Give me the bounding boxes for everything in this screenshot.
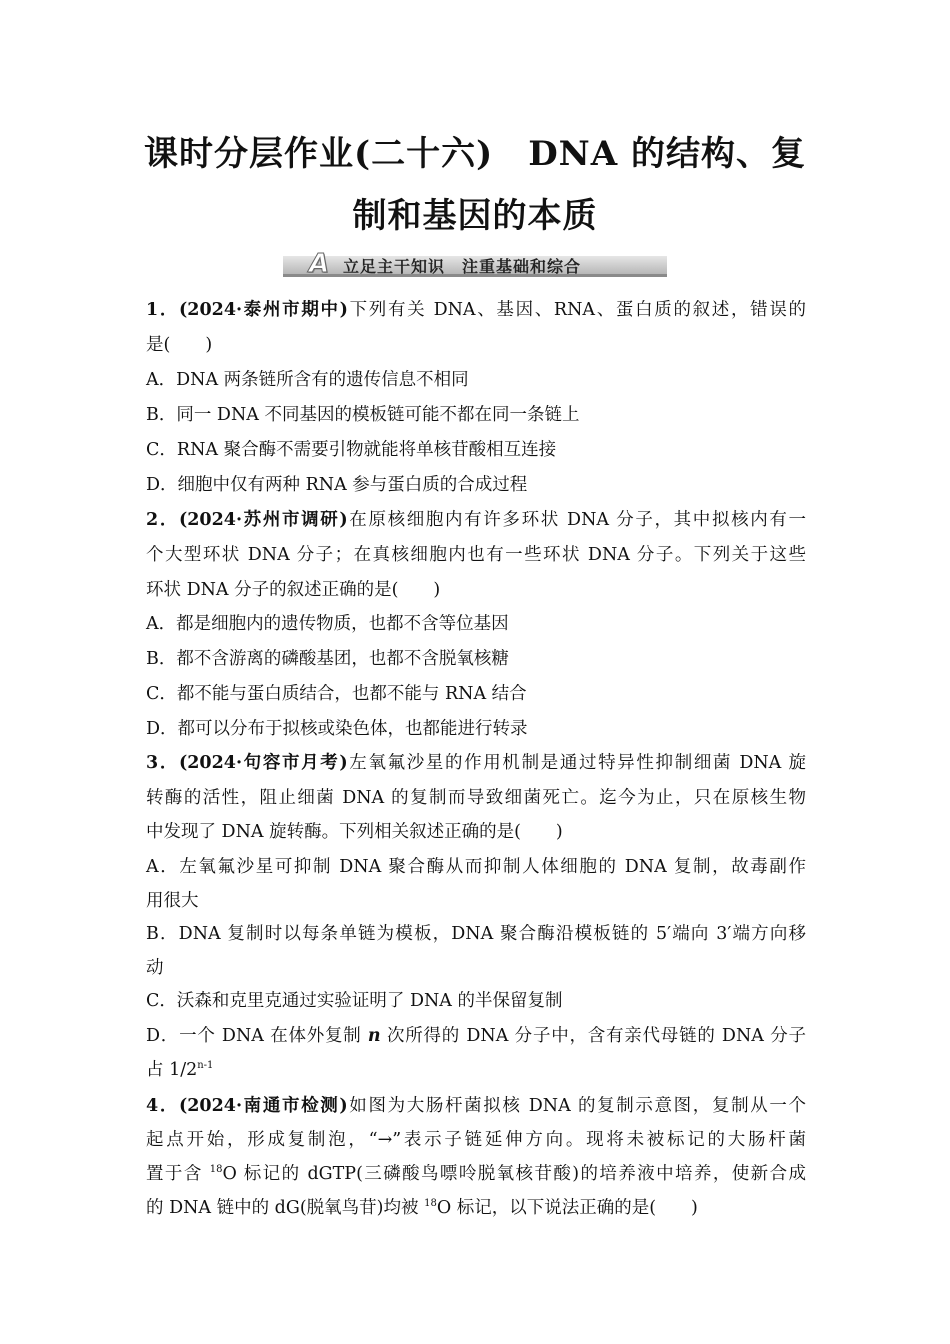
banner-text: 立足主干知识 注重基础和综合 <box>343 257 582 276</box>
section-a-badge: A <box>308 249 330 279</box>
q2-option-d: D．都可以分布于拟核或染色体，也都能进行转录 <box>146 719 528 739</box>
q1-option-a: A．DNA 两条链所含有的遗传信息不相同 <box>146 370 469 390</box>
q3-option-c: C．沃森和克里克通过实验证明了 DNA 的半保留复制 <box>146 991 563 1011</box>
q2-stem-line-2: 个大型环状 DNA 分子；在真核细胞内也有一些环状 DNA 分子。下列关于这些 <box>146 545 806 565</box>
q1-option-b: B．同一 DNA 不同基因的模板链可能不都在同一条链上 <box>146 405 580 425</box>
q3-option-d-line-1: D．一个 DNA 在体外复制 n 次所得的 DNA 分子中，含有亲代母链的 DNA 分子 <box>146 1026 807 1046</box>
q3-option-b-line-2: 动 <box>146 958 164 978</box>
q4-stem-line-4: 的 DNA 链中的 dG(脱氧鸟苷)均被 $^{18}$O 标记，以下说法正确的是( ) <box>146 1198 698 1218</box>
q3-option-a-line-1: A．左氧氟沙星可抑制 DNA 聚合酶从而抑制人体细胞的 DNA 复制，故毒副作 <box>146 857 806 877</box>
q4-stem-line-1: 4．(2024·南通市检测)如图为大肠杆菌拟核 DNA 的复制示意图，复制从一个 <box>146 1096 806 1116</box>
q1-option-d: D．细胞中仅有两种 RNA 参与蛋白质的合成过程 <box>146 475 528 495</box>
q3-stem-line-3: 中发现了 DNA 旋转酶。下列相关叙述正确的是( ) <box>146 822 563 842</box>
q3-stem-line-2: 转酶的活性，阻止细菌 DNA 的复制而导致细菌死亡。迄今为止，只在原核生物 <box>146 788 806 808</box>
q2-option-c: C．都不能与蛋白质结合，也都不能与 RNA 结合 <box>146 684 527 704</box>
q3-stem-line-1: 3．(2024·句容市月考)左氧氟沙星的作用机制是通过特异性抑制细菌 DNA 旋 <box>146 753 806 773</box>
q2-option-a: A．都是细胞内的遗传物质，也都不含等位基因 <box>146 614 509 634</box>
q1-stem-line-2: 是( ) <box>146 335 213 355</box>
page-title-line-1: 课时分层作业(二十六) DNA 的结构、复 <box>144 134 806 174</box>
q1-option-c: C．RNA 聚合酶不需要引物就能将单核苷酸相互连接 <box>146 440 557 460</box>
q1-stem-line-1: 1．(2024·泰州市期中)下列有关 DNA、基因、RNA、蛋白质的叙述，错误的 <box>146 300 806 320</box>
q2-option-b: B．都不含游离的磷酸基团，也都不含脱氧核糖 <box>146 649 509 669</box>
q2-stem-line-3: 环状 DNA 分子的叙述正确的是( ) <box>146 580 441 600</box>
q2-stem-line-1: 2．(2024·苏州市调研)在原核细胞内有许多环状 DNA 分子，其中拟核内有一 <box>146 510 806 530</box>
q3-option-b-line-1: B．DNA 复制时以每条单链为模板，DNA 聚合酶沿模板链的 5′端向 3′端方向移 <box>146 924 806 944</box>
page-title-line-2: 制和基因的本质 <box>352 196 598 236</box>
q3-option-a-line-2: 用很大 <box>146 891 199 911</box>
q4-stem-line-2: 起点开始，形成复制泡，“→”表示子链延伸方向。现将未被标记的大肠杆菌 <box>146 1130 806 1150</box>
section-banner <box>283 250 667 280</box>
q3-option-d-line-2: 占 1/2$^{n-1}$ <box>146 1060 214 1080</box>
q4-stem-line-3: 置于含 $^{18}$O 标记的 dGTP(三磷酸鸟嘌呤脱氧核苷酸)的培养液中培养，使新合成 <box>146 1164 806 1184</box>
